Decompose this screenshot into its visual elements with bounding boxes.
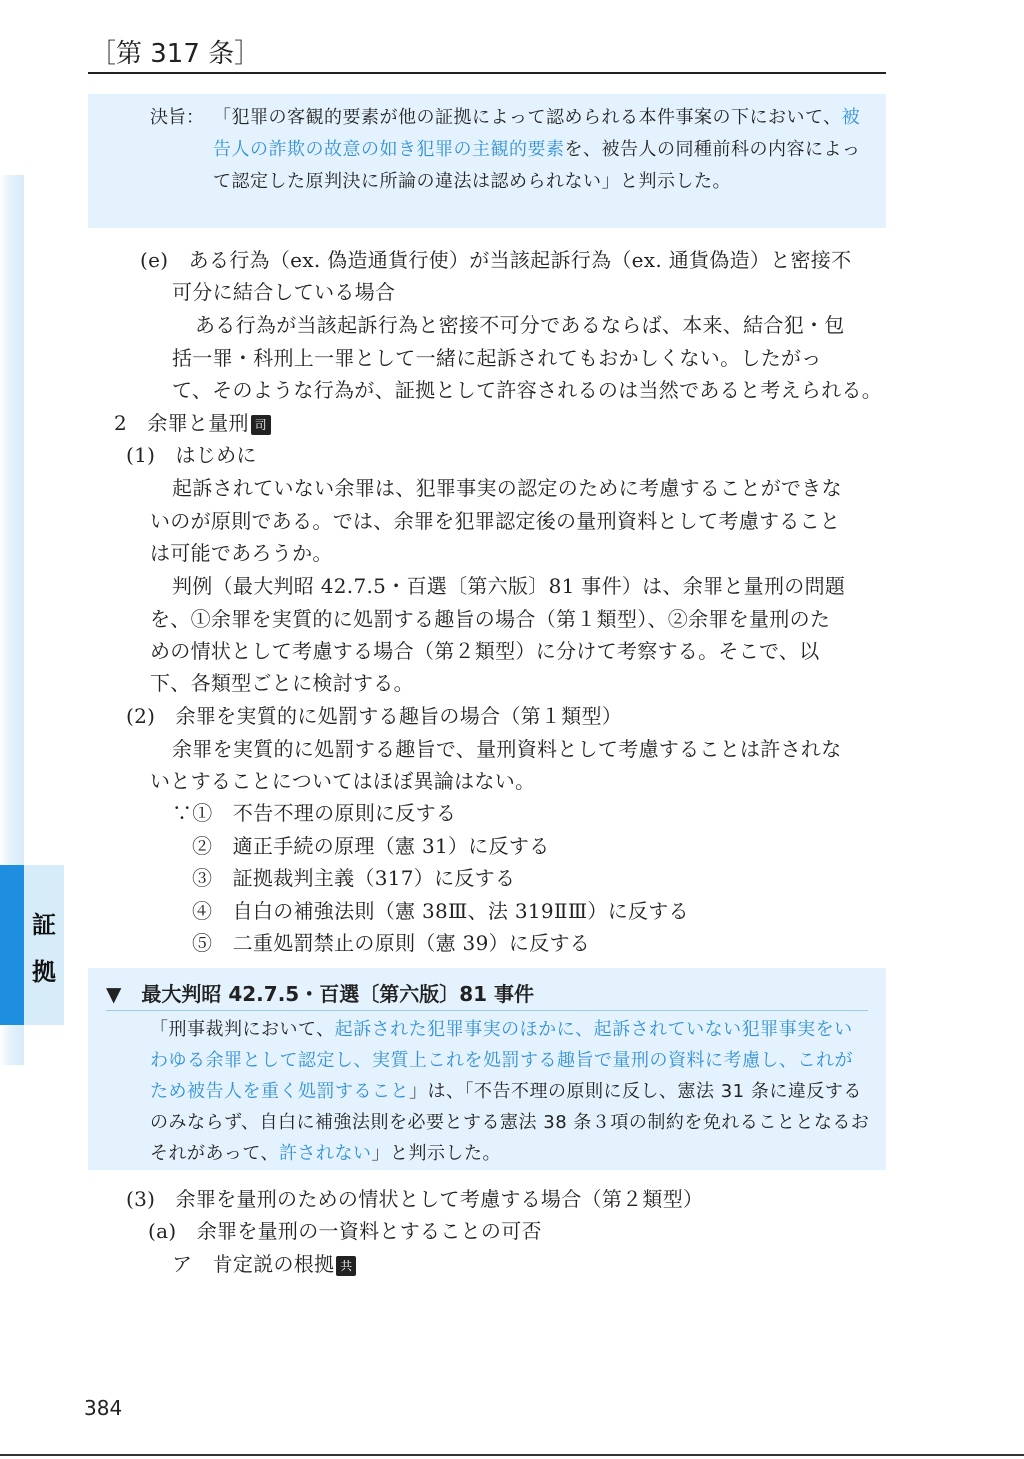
holding-text: 「犯罪の客観的要素が他の証拠によって認められる本件事案の下において、被告人の詐欺の故意の如き犯罪の主観的要素を、被告人の同種前科の内容によって認定した原判決に所論の違法は認められない」と判示した。 bbox=[213, 107, 861, 192]
section-header: ［第 317 条］ bbox=[90, 39, 261, 69]
para-2-line4: 下、各類型ごとに検討する。 bbox=[150, 671, 414, 695]
item-a-sub-heading: ア 肯定説の根拠 共 bbox=[172, 1248, 356, 1280]
para-1-line3: は可能であろうか。 bbox=[150, 541, 333, 565]
chapter-tab-char-1: 証 bbox=[32, 911, 56, 939]
para-e-line2: 括一罪・科刑上一罪として一緒に起訴されてもおかしくない。したがっ bbox=[172, 346, 822, 370]
para-2-line3: めの情状として考慮する場合（第２類型）に分けて考察する。そこで、以 bbox=[150, 639, 820, 663]
item-e-line1: (e) ある行為（ex. 偽造通貨行使）が当該起訴行為（ex. 通貨偽造）と密接不 bbox=[140, 248, 852, 272]
case-rule bbox=[106, 1010, 868, 1011]
para-e-line1: ある行為が当該起訴行為と密接不可分であるならば、本来、結合犯・包 bbox=[195, 313, 845, 337]
para-3-line2: いとすることについてはほぼ異論はない。 bbox=[150, 769, 536, 793]
para-1-line1: 起訴されていない余罪は、犯罪事実の認定のために考慮することができな bbox=[172, 476, 842, 500]
case-text: 「刑事裁判において、起訴された犯罪事実のほかに、起訴されていない犯罪事実をいわゆる余罪として認定し、実質上これを処罰する趣旨で量刑の資料に考慮し、これがため被告人を重く処罰すること」は、「不告不理の原則に反し、憲法 31 条に違反するのみならず、自白に補強法則を必要とする憲法 38 条３項の制約を免れることとなるおそれがあって、許されない」と判示した。 bbox=[150, 1019, 870, 1164]
reason-4: ④ 自白の補強法則（憲 38Ⅲ、法 319ⅡⅢ）に反する bbox=[192, 899, 689, 923]
para-2-line1: 判例（最大判昭 42.7.5・百選〔第六版〕81 事件）は、余罪と量刑の問題 bbox=[172, 574, 846, 598]
subsection-2-heading: (2) 余罪を実質的に処罰する趣旨の場合（第１類型） bbox=[126, 704, 623, 728]
reason-1: ∵① 不告不理の原則に反する bbox=[172, 801, 457, 825]
reason-5: ⑤ 二重処罰禁止の原則（憲 39）に反する bbox=[192, 931, 591, 955]
item-e-line2: 可分に結合している場合 bbox=[172, 280, 396, 304]
para-3-line1: 余罪を実質的に処罰する趣旨で、量刑資料として考慮することは許されな bbox=[172, 737, 842, 761]
case-highlight-1: 起訴された犯罪事実のほかに、起訴されていない犯罪事実をいわゆる余罪として認定し、実質上これを処罰する趣旨で量刑の資料に考慮し、これがため被告人を重く処罰すること bbox=[150, 1019, 853, 1102]
case-heading: ▼ 最大判昭 42.7.5・百選〔第六版〕81 事件 bbox=[106, 982, 534, 1006]
page-number: 384 bbox=[84, 1396, 123, 1420]
reason-3: ③ 証拠裁判主義（317）に反する bbox=[192, 866, 516, 890]
para-e-line3: て、そのような行為が、証拠として許容されるのは当然であると考えられる。 bbox=[172, 378, 883, 402]
section-2-heading: 2 余罪と量刑 司 bbox=[114, 407, 271, 439]
chapter-tab-marker bbox=[0, 865, 24, 1025]
para-2-line2: を、①余罪を実質的に処罰する趣旨の場合（第１類型）、②余罪を量刑のた bbox=[150, 607, 831, 631]
shihou-exam-icon: 司 bbox=[251, 415, 271, 435]
bottom-rule bbox=[0, 1454, 1024, 1456]
subsection-3-heading: (3) 余罪を量刑のための情状として考慮する場合（第２類型） bbox=[126, 1187, 704, 1211]
holding-label: 決旨： bbox=[150, 107, 204, 128]
holding-highlight: 被告人の詐欺の故意の如き犯罪の主観的要素 bbox=[213, 107, 861, 160]
subsection-1-heading: (1) はじめに bbox=[126, 443, 257, 467]
header-rule bbox=[88, 72, 886, 74]
chapter-tab-char-2: 拠 bbox=[32, 958, 56, 986]
case-highlight-2: 許されない bbox=[278, 1143, 372, 1164]
reason-2: ② 適正手続の原理（憲 31）に反する bbox=[192, 834, 550, 858]
para-1-line2: いのが原則である。では、余罪を犯罪認定後の量刑資料として考慮すること bbox=[150, 509, 841, 533]
common-exam-icon: 共 bbox=[336, 1256, 356, 1276]
item-a-heading: (a) 余罪を量刑の一資料とすることの可否 bbox=[148, 1219, 542, 1243]
